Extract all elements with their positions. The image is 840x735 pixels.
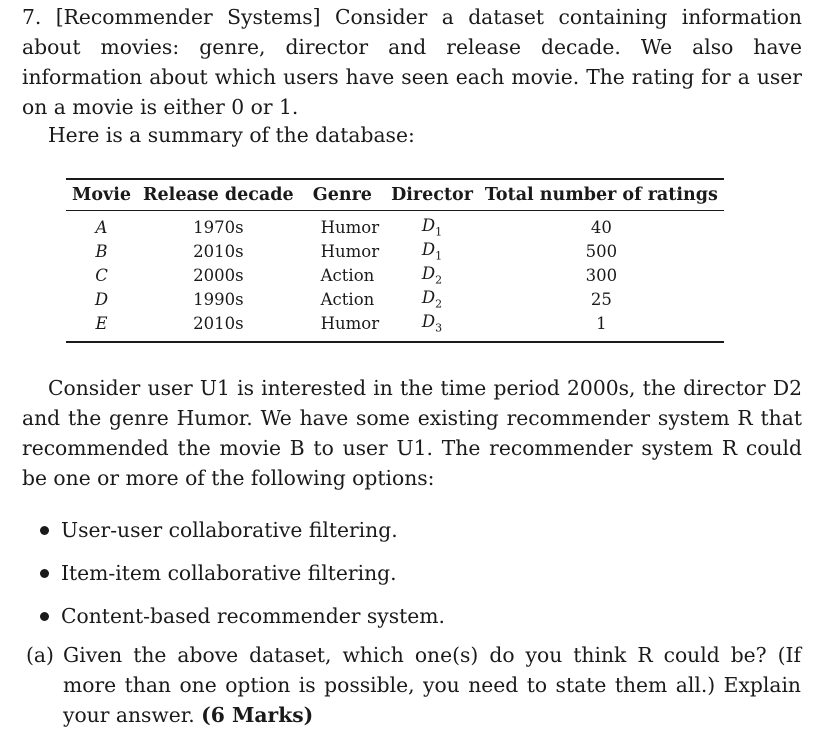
cell-director: $D_1$ (421, 215, 443, 239)
cell-ratings: 500 (585, 241, 618, 261)
cell-decade: 2010s (193, 241, 244, 261)
cell-director: $D_1$ (421, 239, 443, 263)
header-director: Director (385, 179, 479, 211)
cell-genre: Humor (300, 311, 385, 342)
list-item (40, 551, 445, 594)
table-header-row (66, 179, 724, 211)
option-text: User-user collaborative filtering. (61, 517, 398, 542)
scenario-paragraph: Consider user U1 is interested in the time period 2000s, the director D2 and the genre Humor. We have some existing recommender system R that recommended the movie B to user U1. The recommender system R could be one or more of the following options: (22, 376, 802, 490)
cell-genre: Humor (320, 217, 380, 237)
option-text: Content-based recommender system. (61, 603, 445, 628)
cell-ratings: 25 (590, 289, 612, 309)
header-total-ratings: Total number of ratings (479, 179, 724, 211)
part-a-marks: (6 Marks) (201, 703, 314, 727)
question-intro: 7. [Recommender Systems] Consider a dataset containing information about movies: genre, director and release decade. We also have information about which users have seen each movie. The rating for a user on a movie is either 0 or 1. (22, 5, 802, 119)
cell-director: $D_3$ (385, 311, 479, 342)
cell-genre: Action (320, 289, 375, 309)
cell-movie: B (95, 241, 108, 261)
option-text: Item-item collaborative filtering. (61, 560, 397, 585)
table-row (66, 239, 724, 263)
cell-movie: A (95, 217, 108, 237)
cell-decade: 1970s (193, 217, 244, 237)
header-release-decade: Release decade (137, 179, 300, 211)
cell-ratings: 300 (585, 265, 618, 285)
cell-genre: Humor (320, 241, 380, 261)
table-row (66, 211, 724, 240)
part-a-text: Given the above dataset, which one(s) do you think R could be? (If more than one option is possible, you need to state them all.) Explain your answer. (63, 643, 801, 727)
header-movie: Movie (66, 179, 137, 211)
cell-director: $D_2$ (421, 287, 443, 311)
cell-ratings: 40 (590, 217, 612, 237)
movie-summary-table (66, 178, 724, 343)
list-item (40, 594, 445, 637)
cell-movie: E (66, 311, 137, 342)
bullet-icon (40, 569, 49, 578)
cell-movie: D (94, 289, 109, 309)
part-a-label: (a) (26, 643, 54, 667)
cell-genre: Action (320, 265, 375, 285)
cell-decade: 2010s (137, 311, 300, 342)
cell-decade: 1990s (193, 289, 244, 309)
header-genre: Genre (300, 179, 385, 211)
cell-movie: C (95, 265, 108, 285)
cell-director: $D_2$ (421, 263, 443, 287)
table-row (66, 287, 724, 311)
part-a-question (63, 640, 801, 730)
table-row (66, 263, 724, 287)
bullet-icon (40, 612, 49, 621)
cell-ratings: 1 (479, 311, 724, 342)
options-list (40, 508, 445, 637)
list-item (40, 508, 445, 551)
table-row (66, 311, 724, 342)
table-intro: Here is a summary of the database: (48, 123, 415, 147)
bullet-icon (40, 526, 49, 535)
cell-decade: 2000s (193, 265, 244, 285)
